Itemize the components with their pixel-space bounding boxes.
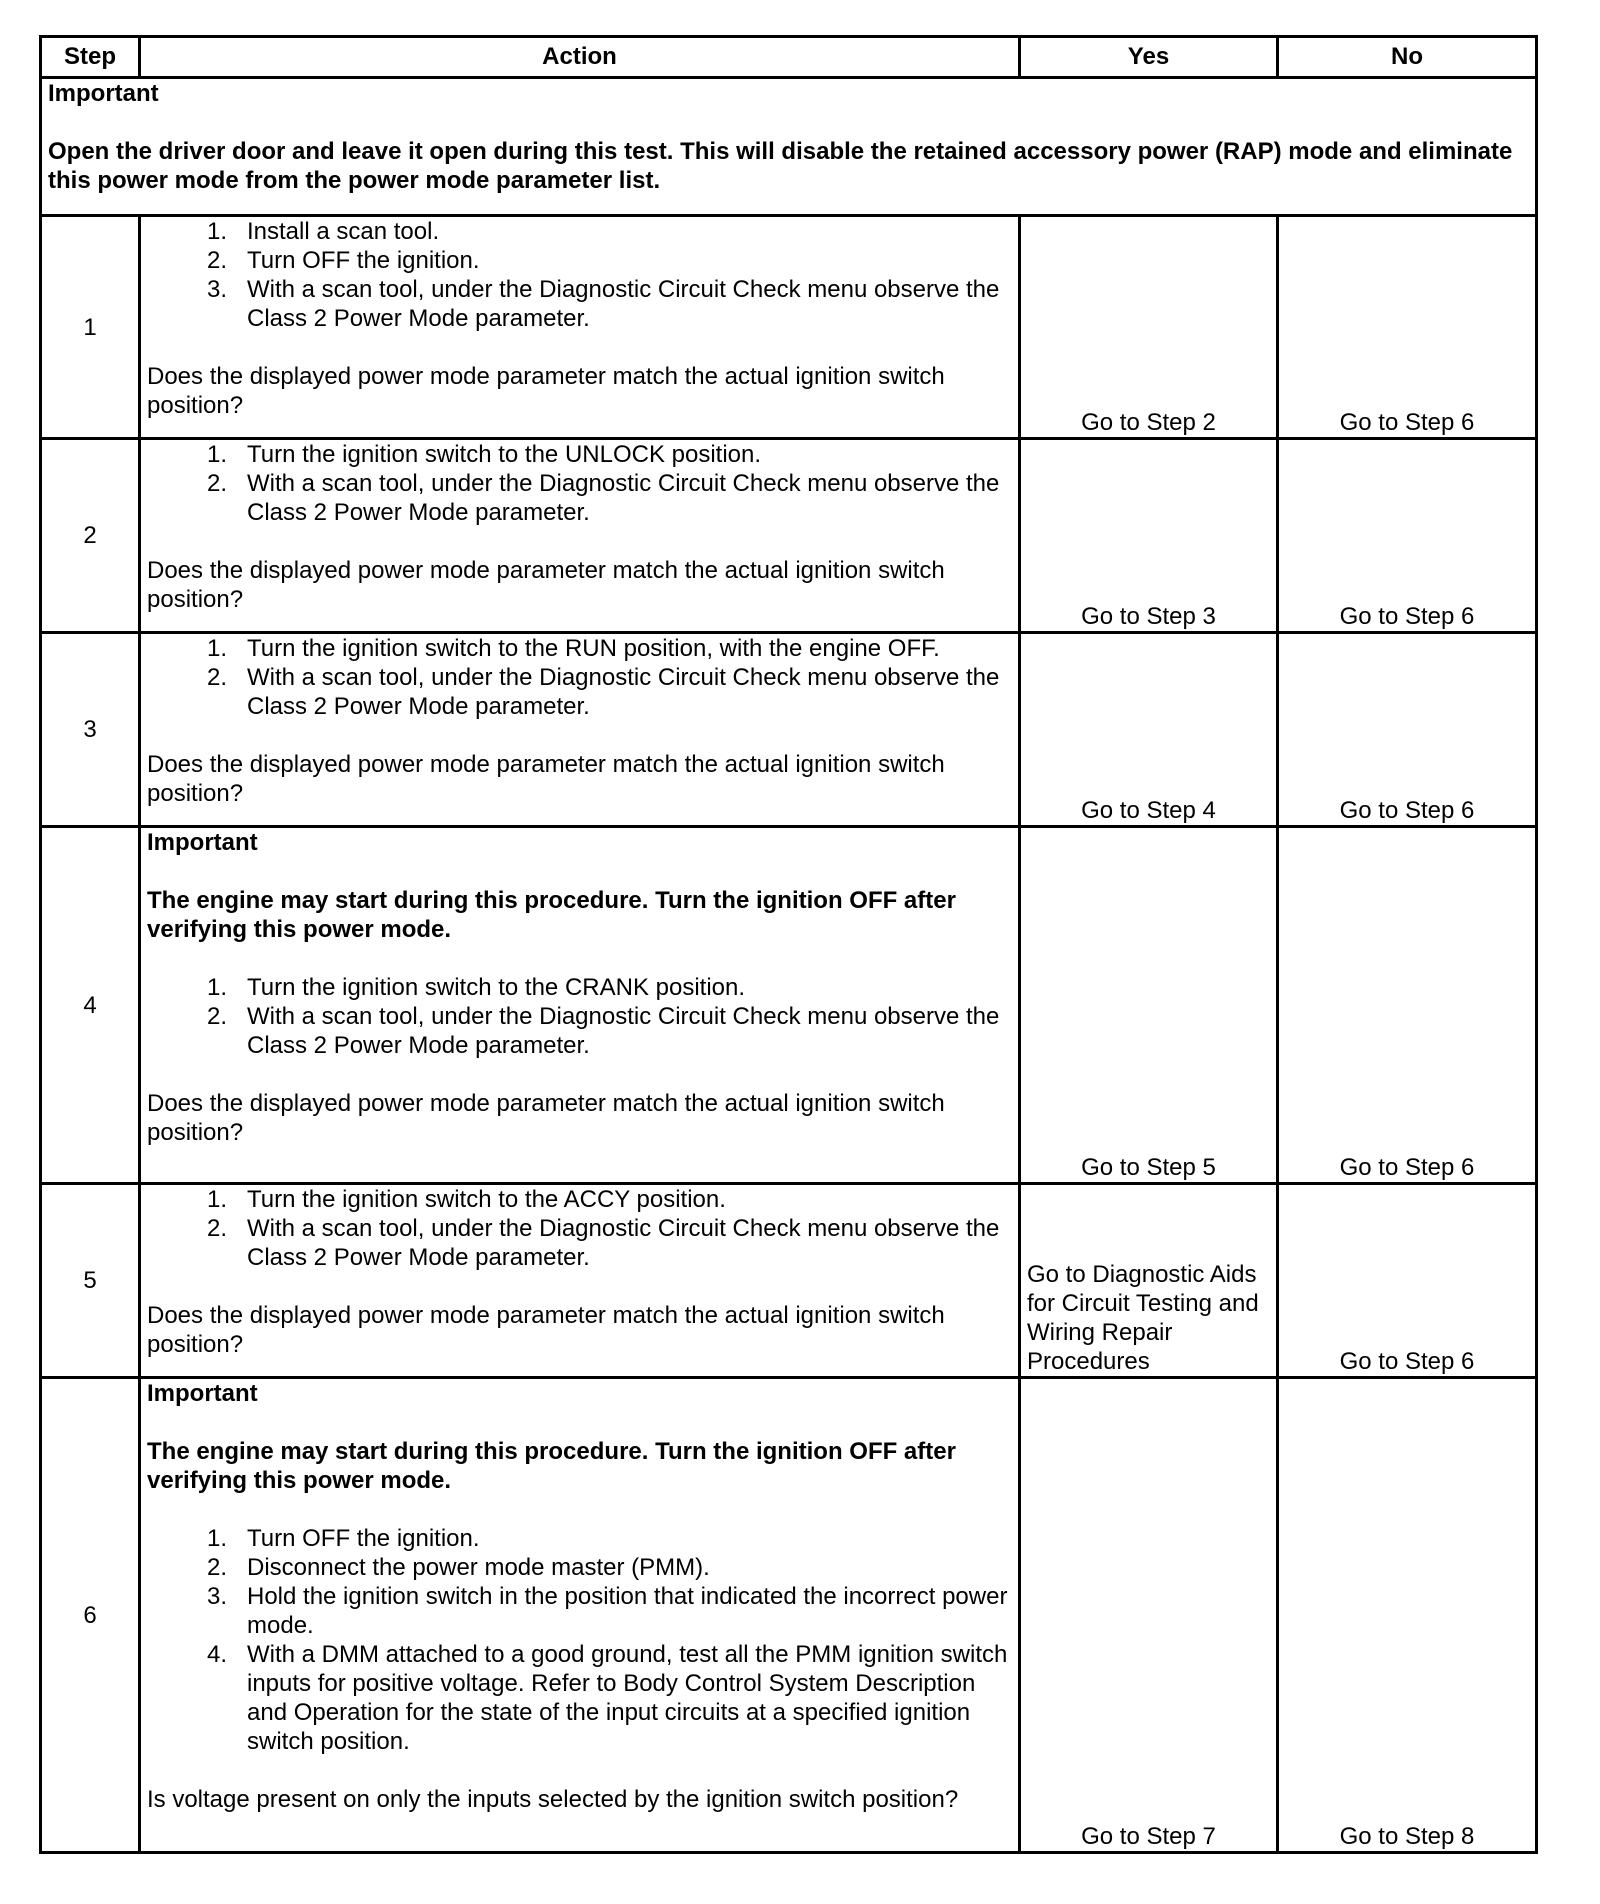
action-list (147, 1524, 1012, 1756)
step-number: 3 (41, 633, 140, 827)
list-item: 2. With a scan tool, under the Diagnostic Circuit Check menu observe the Class 2 Power Mode parameter. (206, 664, 1000, 720)
action-cell (140, 1184, 1020, 1378)
list-item: 1. Turn the ignition switch to the RUN position, with the engine OFF. (206, 635, 940, 662)
action-list (147, 973, 1012, 1060)
action-question: Does the displayed power mode parameter match the actual ignition switch position? (147, 557, 945, 613)
yes-link[interactable]: Go to Step 3 (1020, 439, 1278, 633)
important-text: The engine may start during this procedure. Turn the ignition OFF after verifying this power mode. (147, 1438, 956, 1494)
list-item: 2. Disconnect the power mode master (PMM). (206, 1554, 710, 1581)
action-cell (140, 633, 1020, 827)
step-number: 6 (41, 1378, 140, 1853)
intro-important-text: Open the driver door and leave it open during this test. This will disable the retained accessory power (RAP) mode and eliminate this power mode from the power mode parameter list. (48, 138, 1513, 194)
action-list (147, 634, 1012, 721)
list-item: 1. Install a scan tool. (206, 218, 440, 245)
diagnostic-table (39, 35, 1538, 1854)
header-no: No (1278, 37, 1537, 78)
header-row (41, 37, 1537, 78)
step-number: 5 (41, 1184, 140, 1378)
step-row-3 (41, 633, 1537, 827)
intro-row (41, 78, 1537, 216)
action-cell (140, 827, 1020, 1184)
step-row-1 (41, 216, 1537, 439)
important-label: Important (147, 829, 258, 856)
action-list (147, 440, 1012, 527)
no-link[interactable]: Go to Step 6 (1278, 633, 1537, 827)
list-item: 1. Turn the ignition switch to the UNLOCK position. (206, 441, 762, 468)
action-cell (140, 439, 1020, 633)
list-item: 2. With a scan tool, under the Diagnostic Circuit Check menu observe the Class 2 Power Mode parameter. (206, 1215, 1000, 1271)
step-row-6 (41, 1378, 1537, 1853)
action-question: Does the displayed power mode parameter match the actual ignition switch position? (147, 751, 945, 807)
list-item: 2. With a scan tool, under the Diagnostic Circuit Check menu observe the Class 2 Power Mode parameter. (206, 470, 1000, 526)
list-item: 1. Turn the ignition switch to the ACCY position. (206, 1186, 726, 1213)
list-item: 3. Hold the ignition switch in the position that indicated the incorrect power mode. (206, 1583, 1008, 1639)
no-link[interactable]: Go to Step 6 (1278, 1184, 1537, 1378)
step-number: 1 (41, 216, 140, 439)
header-step: Step (41, 37, 140, 78)
no-link[interactable]: Go to Step 6 (1278, 216, 1537, 439)
important-text: The engine may start during this procedure. Turn the ignition OFF after verifying this power mode. (147, 887, 956, 943)
list-item: 1. Turn OFF the ignition. (206, 1525, 480, 1552)
important-label: Important (147, 1380, 258, 1407)
step-row-2 (41, 439, 1537, 633)
action-list (147, 217, 1012, 333)
step-row-4 (41, 827, 1537, 1184)
yes-link[interactable]: Go to Step 5 (1020, 827, 1278, 1184)
no-link[interactable]: Go to Step 6 (1278, 439, 1537, 633)
yes-link[interactable]: Go to Step 7 (1020, 1378, 1278, 1853)
action-question: Does the displayed power mode parameter match the actual ignition switch position? (147, 1302, 945, 1358)
yes-link[interactable]: Go to Step 4 (1020, 633, 1278, 827)
step-number: 2 (41, 439, 140, 633)
action-question: Does the displayed power mode parameter match the actual ignition switch position? (147, 1090, 945, 1146)
intro-cell (41, 78, 1537, 216)
intro-important-label: Important (48, 80, 159, 107)
list-item: 1. Turn the ignition switch to the CRANK position. (206, 974, 746, 1001)
action-cell (140, 216, 1020, 439)
action-cell (140, 1378, 1020, 1853)
step-number: 4 (41, 827, 140, 1184)
list-item: 2. With a scan tool, under the Diagnostic Circuit Check menu observe the Class 2 Power Mode parameter. (206, 1003, 1000, 1059)
header-yes: Yes (1020, 37, 1278, 78)
action-list (147, 1185, 1012, 1272)
header-action: Action (140, 37, 1020, 78)
action-question: Is voltage present on only the inputs selected by the ignition switch position? (147, 1786, 959, 1813)
yes-link[interactable]: Go to Step 2 (1020, 216, 1278, 439)
step-row-5 (41, 1184, 1537, 1378)
yes-link[interactable]: Go to Diagnostic Aids for Circuit Testing and Wiring Repair Procedures (1020, 1184, 1278, 1378)
no-link[interactable]: Go to Step 8 (1278, 1378, 1537, 1853)
action-question: Does the displayed power mode parameter match the actual ignition switch position? (147, 363, 945, 419)
list-item: 2. Turn OFF the ignition. (206, 247, 480, 274)
list-item: 4. With a DMM attached to a good ground, test all the PMM ignition switch inputs for positive voltage. Refer to Body Control System Description and Operation for the state of the input circuits at a specified ignition switch position. (206, 1641, 1008, 1755)
list-item: 3. With a scan tool, under the Diagnostic Circuit Check menu observe the Class 2 Power Mode parameter. (206, 276, 1000, 332)
no-link[interactable]: Go to Step 6 (1278, 827, 1537, 1184)
